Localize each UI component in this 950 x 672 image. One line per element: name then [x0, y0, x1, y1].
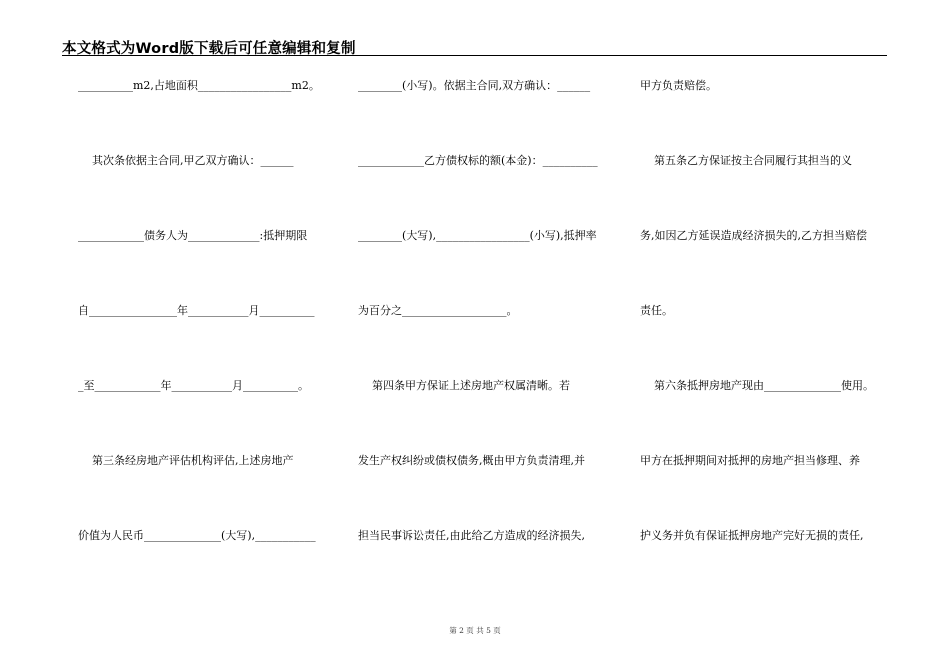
text-line: 自________________年___________月__________ — [78, 304, 315, 317]
text-line: 第五条乙方保证按主合同履行其担当的义 — [640, 154, 852, 167]
page-number-footer: 第 2 页 共 5 页 — [449, 626, 501, 635]
text-line: ____________债务人为_____________:抵押期限 — [78, 229, 308, 242]
text-line: 其次条依据主合同,甲乙双方确认：______ — [78, 154, 294, 167]
header-divider — [62, 55, 887, 56]
text-line: 甲方负责赔偿。 — [640, 79, 717, 92]
text-line: 担当民事诉讼责任,由此给乙方造成的经济损失, — [358, 529, 585, 542]
text-line: __________m2,占地面积_________________m2。 — [78, 79, 320, 92]
document-header-title: 本文格式为Word版下载后可任意编辑和复制 — [62, 41, 356, 57]
text-line: _至____________年___________月__________。 — [78, 379, 309, 392]
text-line: 第四条甲方保证上述房地产权属清晰。若 — [358, 379, 570, 392]
text-line: 甲方在抵押期间对抵押的房地产担当修理、养 — [640, 454, 860, 467]
text-line: 价值为人民币______________(大写),___________ — [78, 529, 316, 542]
text-line: 责任。 — [640, 304, 673, 317]
text-line: 第三条经房地产评估机构评估,上述房地产 — [78, 454, 294, 467]
text-line: 第六条抵押房地产现由______________使用。 — [640, 379, 874, 392]
text-line: ________(小写)。依据主合同,双方确认：______ — [358, 79, 591, 92]
text-line: 发生产权纠纷或债权债务,概由甲方负责清理,并 — [358, 454, 585, 467]
text-line: 护义务并负有保证抵押房地产完好无损的责任, — [640, 529, 864, 542]
text-line: 为百分之___________________。 — [358, 304, 518, 317]
text-line: 务,如因乙方延误造成经济损失的,乙方担当赔偿 — [640, 229, 867, 242]
text-line: ________(大写),_________________(小写),抵押率 — [358, 229, 597, 242]
text-line: ____________乙方债权标的额(本金)：__________ — [358, 154, 598, 167]
